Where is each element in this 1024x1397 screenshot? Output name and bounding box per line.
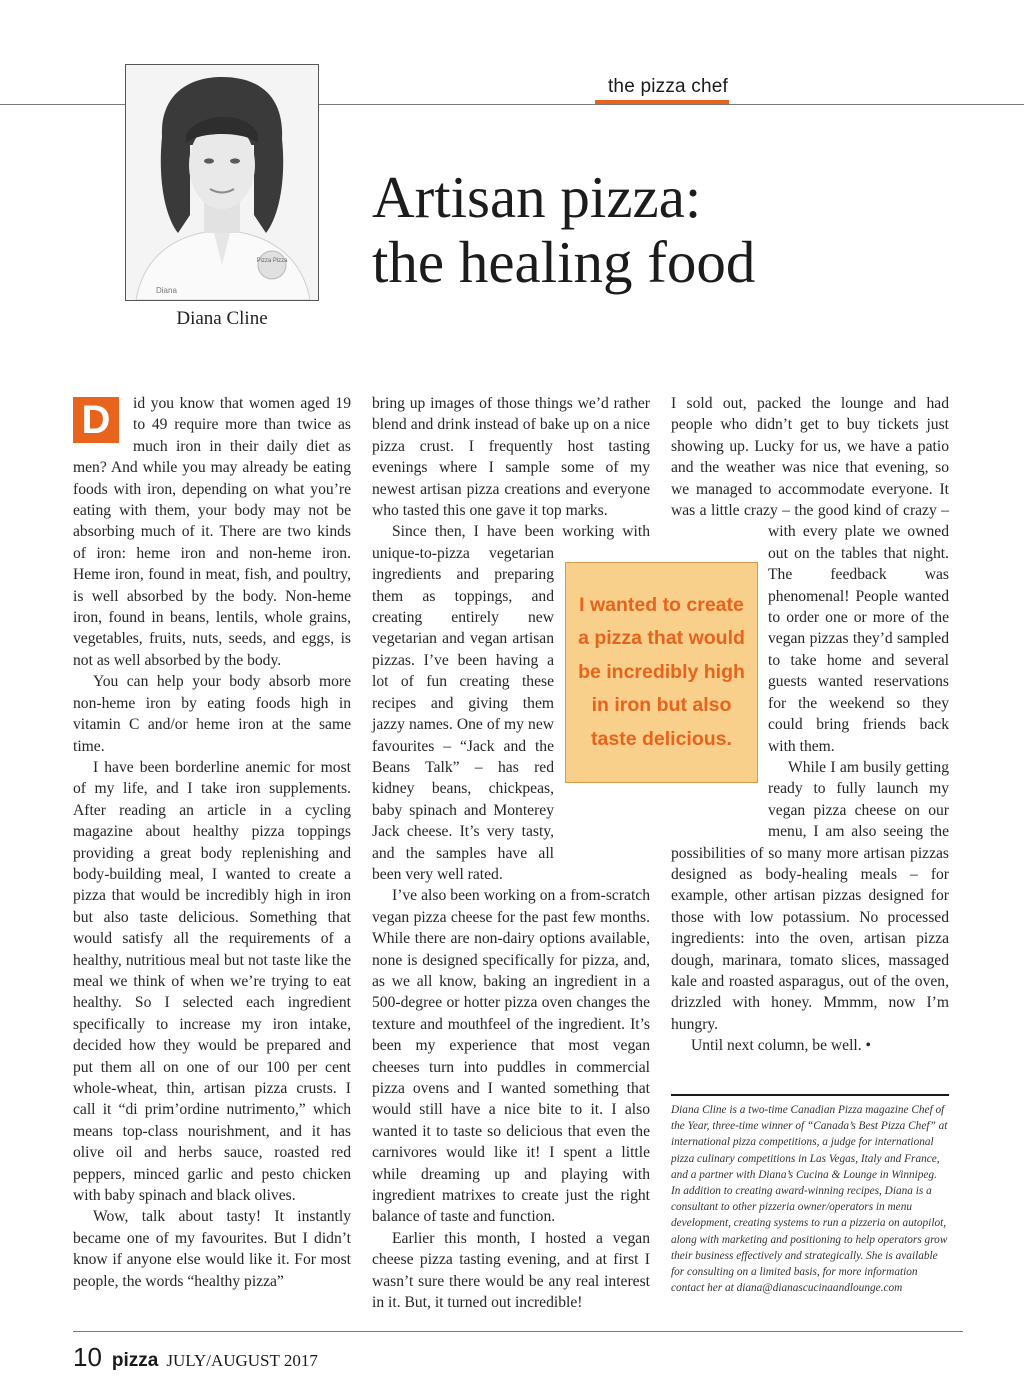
page-number: 10	[73, 1342, 102, 1372]
paragraph: Earlier this month, I hosted a vegan cheese pizza tasting evening, and at first I wasn’t sure there would be any real interest in it. But, it turned out incredible!	[372, 1229, 650, 1312]
drop-cap: D	[73, 397, 119, 443]
paragraph: id you know that women aged 19 to 49 require more than twice as much iron in their daily diet as men? And while you may already be eating foods with iron, depending on what you’re eating with them, your body may not be absorbing much of it. There are two kinds of iron: heme iron and non-heme iron. Heme iron, found in meat, fish, and poultry, is well absorbed by the body. Non-heme iron, found in beans, lentils, whole grains, vegetables, fruits, nuts, seeds, and eggs, is not as well absorbed by the body.	[73, 395, 351, 669]
page-footer	[73, 1342, 318, 1373]
paragraph: I’ve also been working on a from-scratch vegan pizza cheese for the past few months. While there are non-dairy options available, none is designed specifically for pizza, and, as we all know, baking an ingredient in a 500-degree or hotter pizza oven changes the texture and mouthfeel of the ingredient. It’s been my experience that most vegan cheeses turn into puddles in commercial pizza ovens and I wanted something that would still have a nice bite to it. I also wanted it to taste so delicious that even the carnivores would like it! I spent a little while dreaming up and playing with ingredient matrixes to create just the right balance of taste and function.	[372, 887, 650, 1226]
section-underline	[595, 100, 729, 104]
author-photo	[125, 64, 319, 301]
magazine-name: pizza	[111, 1350, 159, 1371]
article-column-2	[372, 393, 650, 1313]
paragraph: You can help your body absorb more non-heme iron by eating foods high in vitamin C and/or heme iron at the same time.	[73, 673, 351, 755]
headline-line-2: the healing food	[372, 229, 756, 295]
paragraph: Until next column, be well. •	[691, 1037, 871, 1055]
article-headline	[372, 165, 755, 295]
paragraph: bring up images of those things we’d rather blend and drink instead of bake up on a nice pizza crust. I frequently host tasting evenings where I sample some of my newest artisan pizza creations and everyone who tasted this one gave it top marks.	[372, 395, 650, 520]
paragraph: I sold out, packed the lounge and had people who didn’t get to buy tickets just showing up. Lucky for us, we have a patio and the weather was nice that evening, so we managed to accommodate everyone. It was a little crazy – the good kind of crazy – with every plate we owned out on the tables that night. The feedback was phenomenal! People wanted to order one or more of the vegan pizzas they’d sampled to take home and several guests wanted reservations for the weekend so they could bring friends back with them.	[671, 395, 949, 755]
pull-quote-box: I wanted to create a pizza that would be incredibly high in iron but also taste delicious.	[565, 562, 758, 783]
issue-date: JULY/AUGUST 2017	[166, 1351, 318, 1370]
bio-divider	[671, 1094, 949, 1096]
paragraph: Wow, talk about tasty! It instantly became one of my favourites. But I didn’t know if anyone else would like it. For most people, the words “healthy pizza”	[73, 1208, 351, 1290]
paragraph: Since then, I have been working with unique-to-pizza vegetarian ingredients and preparing them as toppings, and creating entirely new vegetarian and vegan artisan pizzas. I’ve been having a lot of fun creating these recipes and giving them jazzy names. One of my new favourites – “Jack and the Beans Talk” – has red kidney beans, chickpeas, baby spinach and Monterey Jack cheese. It’s very tasty, and the samples have all been very well rated.	[372, 523, 650, 883]
photo-caption: Diana Cline	[176, 308, 268, 329]
headline-line-1: Artisan pizza:	[372, 164, 702, 230]
article-column-1	[73, 393, 351, 1292]
paragraph: I have been borderline anemic for most of my life, and I take iron supplements. After reading an article in a cycling magazine about healthy pizza toppings providing a great body replenishing and body-building meal, I wanted to create a pizza that would be incredibly high in iron but also taste delicious. Something that would satisfy all the requirements of a healthy, nutritious meal but not taste like the meal we think of when we’re trying to eat healthy. So I selected each ingredient specifically to increase my iron intake, decided how they would be prepared and put them all on one of our 100 per cent whole-wheat, thin, artisan pizza crusts. I call it “di prim’ordine nutrimento,” which means top-class nourishment, and it has olive oil and herbs sauce, roasted red peppers, minced garlic and pesto chicken with baby spinach and black olives.	[73, 758, 351, 1205]
footer-rule	[73, 1331, 963, 1332]
paragraph: While I am busily getting ready to fully launch my vegan pizza cheese on our menu, I am also seeing the possibilities of so many more artisan pizzas designed as body-healing meals – for example, other artisan pizzas designed for those with low potassium. No processed ingredients: into the oven, artisan pizza dough, marinara, tomato slices, massaged kale and roasted asparagus, out of the oven, drizzled with honey. Mmmm, now I’m hungry.	[671, 758, 949, 1033]
section-label: the pizza chef	[607, 76, 728, 97]
author-portrait-image	[126, 65, 318, 300]
chef-badge-text: Pizza Pizza	[256, 258, 288, 264]
name-tag-text: Diana	[156, 286, 177, 295]
author-bio: Diana Cline is a two-time Canadian Pizza magazine Chef of the Year, three-time winner of “Canada’s Best Pizza Chef” at international pizza competitions, a judge for international pizza culinary competitions in Las Vegas, Italy and France, and a partner with Diana’s Cucina & Lounge in Winnipeg. In addition to creating award-winning recipes, Diana is a consultant to other pizzeria owner/operators in menu development, creating systems to run a pizzeria on autopilot, along with marketing and positioning to help operators grow their business effectively and strategically. She is available for consulting on a limited basis, for more information contact her at diana@dianascucinaandlounge.com	[671, 1104, 948, 1295]
